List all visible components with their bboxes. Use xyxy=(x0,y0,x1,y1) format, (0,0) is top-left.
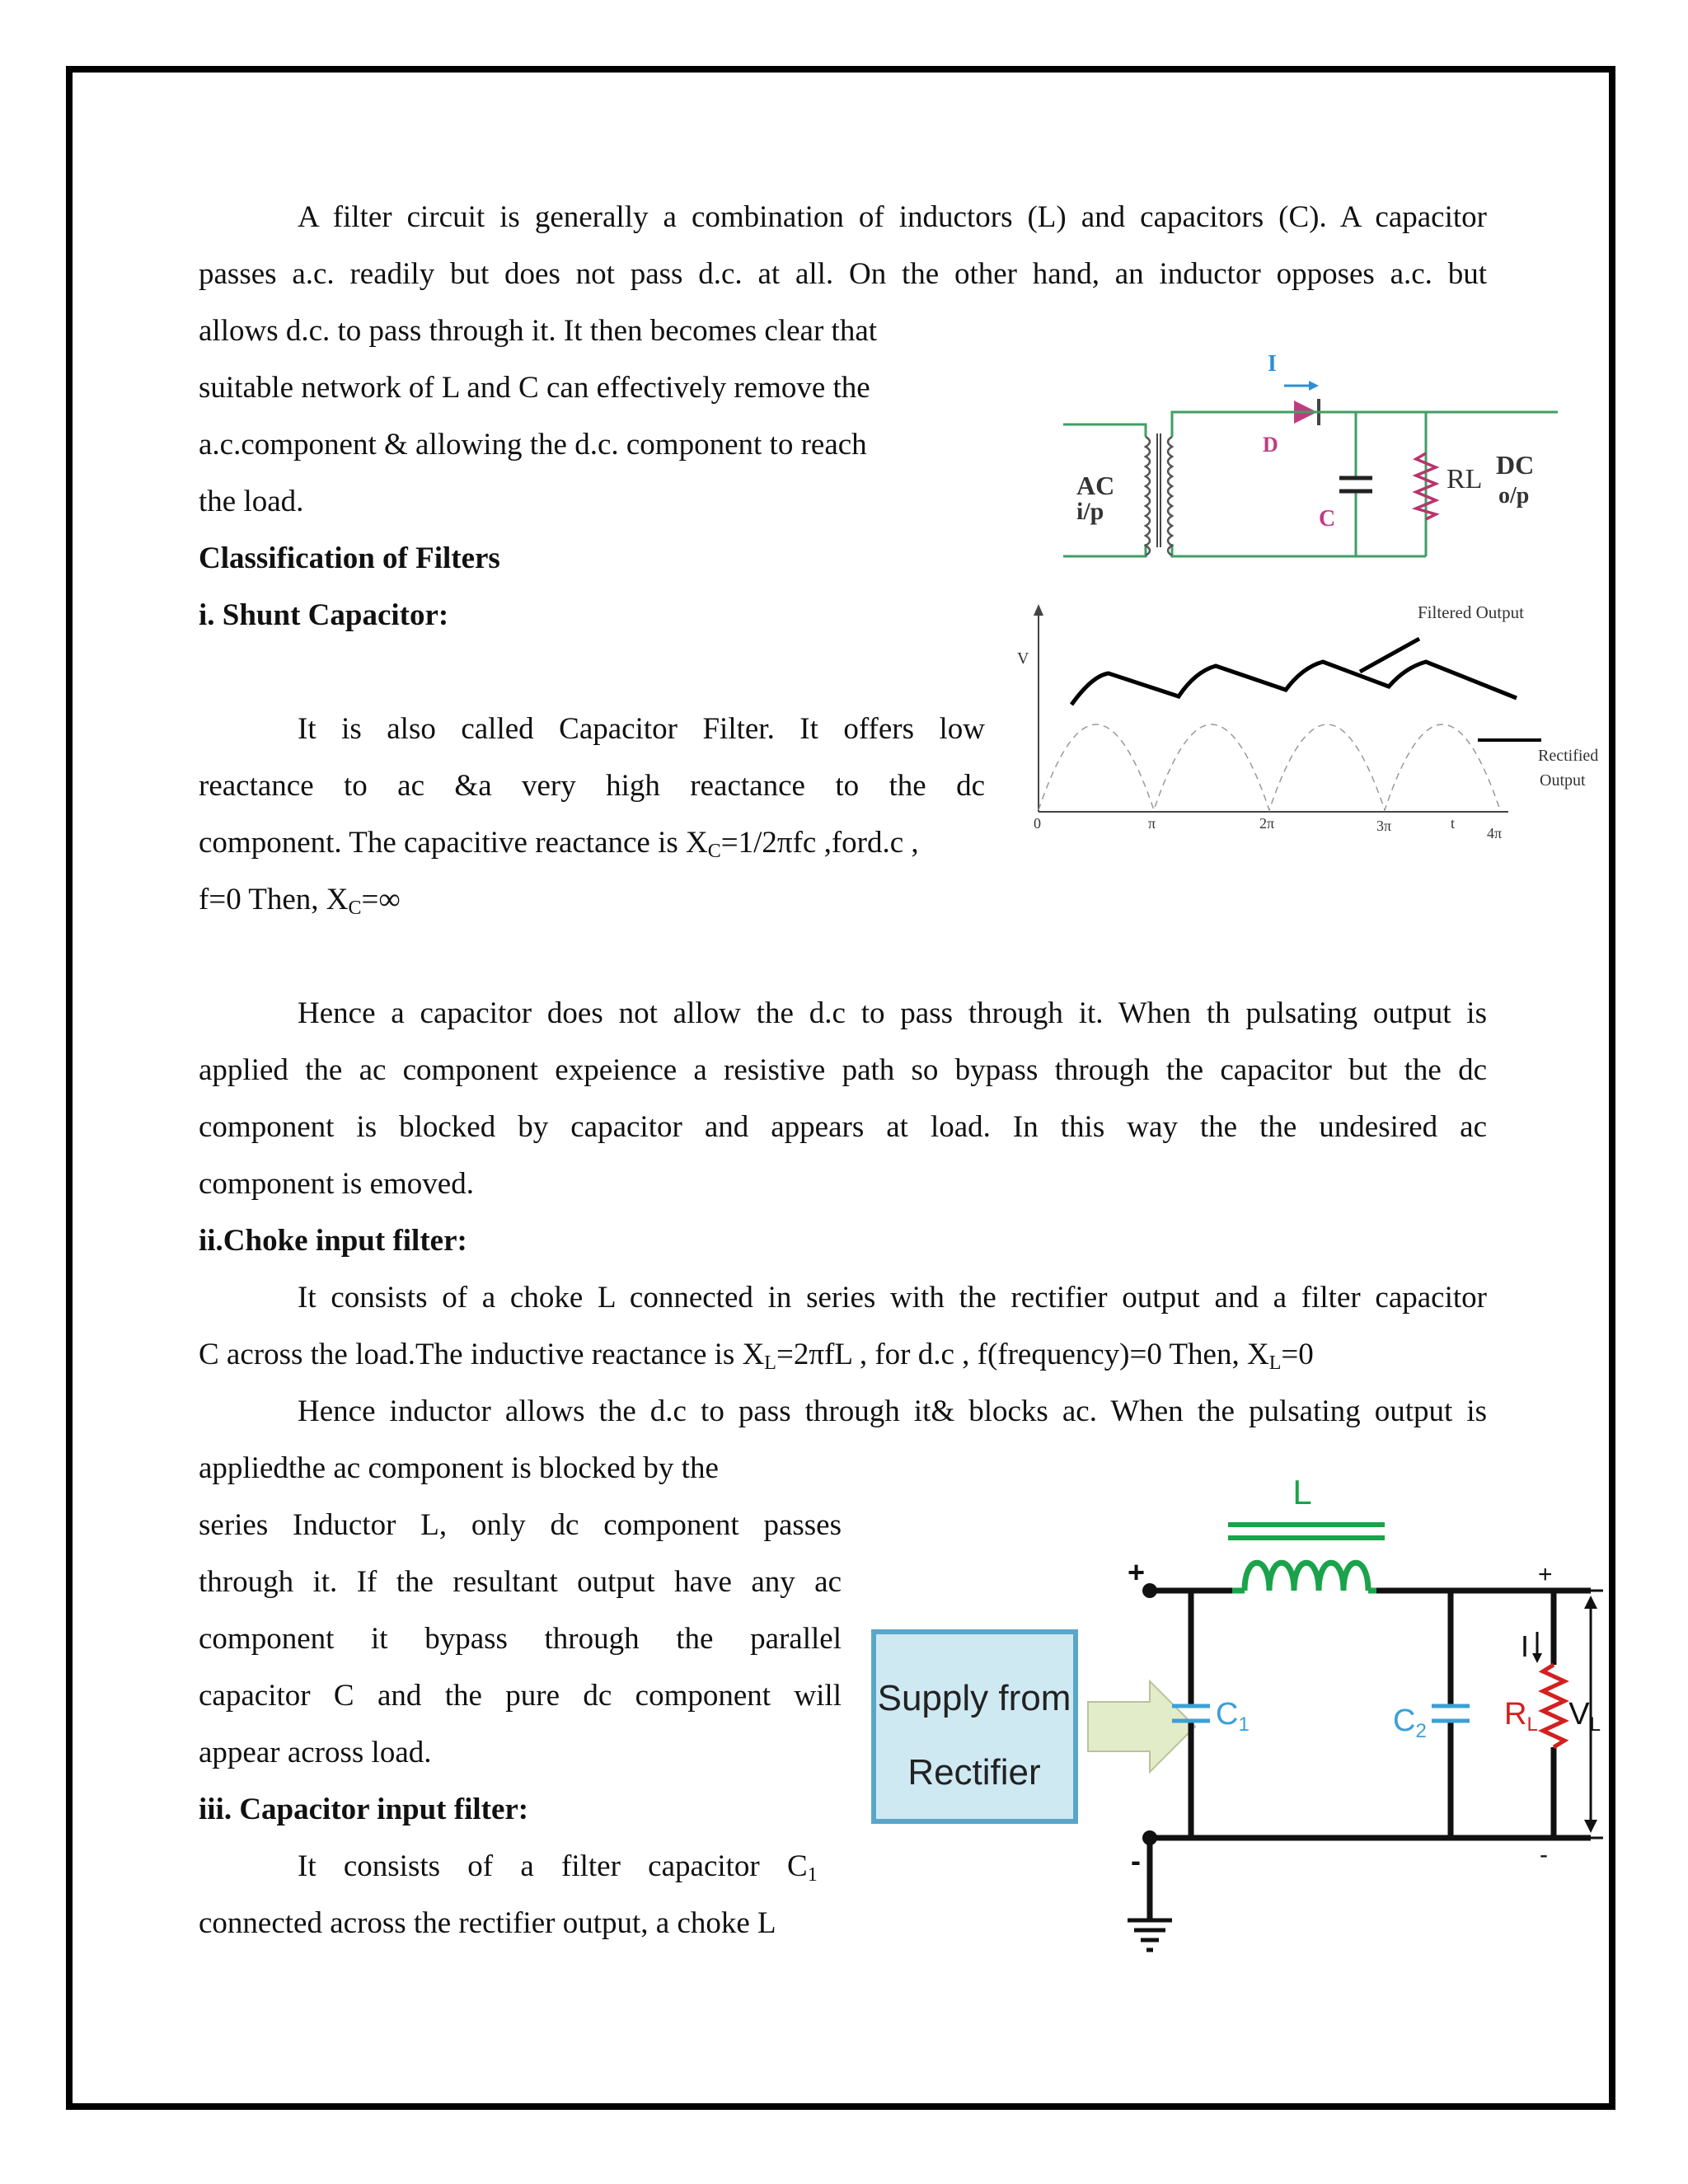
filter-waveform-graph xyxy=(1014,598,1607,845)
choke-line-2: C across the load.The inductive reactance is $X_L=2\pi fL$ , for d.c , f(frequency)=0 Then, $X_L=0$ xyxy=(199,1338,1314,1374)
rl-label: $R_L$ xyxy=(1504,1697,1538,1736)
shunt-line-4: f=0 Then, $X_C=\infty$ xyxy=(199,883,401,919)
hence-line-2: applied the ac component expeience a resistive path so bypass through the capacitor but the dc xyxy=(199,1053,1487,1087)
ac-label: AC xyxy=(1076,471,1115,500)
minus-left-label: - xyxy=(1131,1844,1141,1877)
minus-right-label: - xyxy=(1540,1841,1548,1868)
plus-left-label: + xyxy=(1128,1555,1146,1589)
hence-line-1: Hence a capacitor does not allow the d.c to pass through it. When th pulsating output is xyxy=(298,996,1487,1030)
hence-line-3: component is blocked by capacitor and appears at load. In this way the the undesired ac xyxy=(199,1110,1487,1144)
tick-2pi: 2π xyxy=(1259,815,1275,832)
dc-label: DC xyxy=(1496,450,1535,480)
tick-pi: π xyxy=(1148,815,1156,832)
shunt-capacitor-heading: i. Shunt Capacitor: xyxy=(199,598,449,632)
v-axis-label: V xyxy=(1017,649,1029,668)
supply-line-2: Rectifier xyxy=(907,1752,1041,1793)
choke-filter-diagram xyxy=(865,1459,1607,1994)
choke-line-8: capacitor C and the pure dc component will xyxy=(199,1679,842,1713)
capacitor-input-filter-heading: iii. Capacitor input filter: xyxy=(199,1793,529,1826)
capinput-line-2: connected across the rectifier output, a choke L xyxy=(199,1906,776,1940)
tick-3pi: 3π xyxy=(1376,818,1392,834)
intro-line-5: a.c.component & allowing the d.c. component to reach xyxy=(199,428,867,462)
capinput-line-1: It consists of a filter capacitor $C_1$ xyxy=(298,1849,818,1886)
choke-line-7: component it bypass through the parallel xyxy=(199,1622,842,1656)
intro-line-1: A filter circuit is generally a combination of inductors (L) and capacitors (C). A capacitor xyxy=(298,200,1487,234)
supply-from-rectifier-box xyxy=(874,1632,1076,1821)
filtered-output-label: Filtered Output xyxy=(1418,602,1524,622)
shunt-line-2: reactance to ac &a very high reactance to the dc xyxy=(199,769,985,803)
supply-arrow xyxy=(1088,1681,1195,1772)
rl-label: RL xyxy=(1447,464,1483,494)
ac-ip-label: i/p xyxy=(1076,498,1104,525)
rectified-waveform xyxy=(1039,724,1500,810)
tick-t: t xyxy=(1451,815,1456,832)
classification-heading: Classification of Filters xyxy=(199,541,500,575)
rectified-label: Rectified xyxy=(1538,747,1599,765)
shunt-line-3: component. The capacitive reactance is $X_C=1/2\pi fc$ ,ford.c , xyxy=(199,826,919,862)
dc-op-label: o/p xyxy=(1498,483,1530,509)
choke-line-4: appliedthe ac component is blocked by the xyxy=(199,1451,719,1485)
choke-line-1: It consists of a choke L connected in series with the rectifier output and a filter capacitor xyxy=(298,1281,1487,1315)
current-label: I xyxy=(1268,351,1277,377)
c2-label: $C_2$ xyxy=(1393,1704,1427,1742)
plus-right-label: + xyxy=(1538,1561,1553,1588)
tick-zero: 0 xyxy=(1034,815,1041,832)
c1-label: $C_1$ xyxy=(1216,1697,1250,1736)
choke-line-6: through it. If the resultant output have any ac xyxy=(199,1565,842,1599)
hence-line-4: component is emoved. xyxy=(199,1167,474,1201)
inductor-coil xyxy=(1245,1563,1368,1591)
tick-4pi: 4π xyxy=(1487,825,1503,841)
choke-line-9: appear across load. xyxy=(199,1736,432,1769)
supply-line-1: Supply from xyxy=(877,1678,1071,1718)
vl-label: $V_L$ xyxy=(1568,1697,1601,1736)
shunt-line-1: It is also called Capacitor Filter. It offers low xyxy=(298,712,985,746)
choke-filter-heading: ii.Choke input filter: xyxy=(199,1224,467,1258)
intro-line-4: suitable network of L and C can effectively remove the xyxy=(199,371,870,405)
choke-line-3: Hence inductor allows the d.c to pass through it& blocks ac. When the pulsating output is xyxy=(298,1394,1487,1428)
intro-line-6: the load. xyxy=(199,485,304,518)
filtered-waveform xyxy=(1071,662,1517,705)
diode-label: D xyxy=(1263,433,1278,457)
intro-line-3: allows d.c. to pass through it. It then becomes clear that xyxy=(199,314,878,348)
rectified-output-label: Output xyxy=(1540,771,1586,790)
current-i-label: I xyxy=(1521,1629,1530,1663)
load-resistor-rl xyxy=(1543,1665,1564,1747)
choke-line-5: series Inductor L, only dc component passes xyxy=(199,1508,842,1542)
inductor-label: L xyxy=(1292,1473,1312,1511)
capacitor-label: C xyxy=(1319,506,1336,532)
half-wave-rectifier-diagram xyxy=(1047,346,1558,577)
intro-line-2: passes a.c. readily but does not pass d.c. at all. On the other hand, an inductor opposes a.c. but xyxy=(199,257,1487,291)
